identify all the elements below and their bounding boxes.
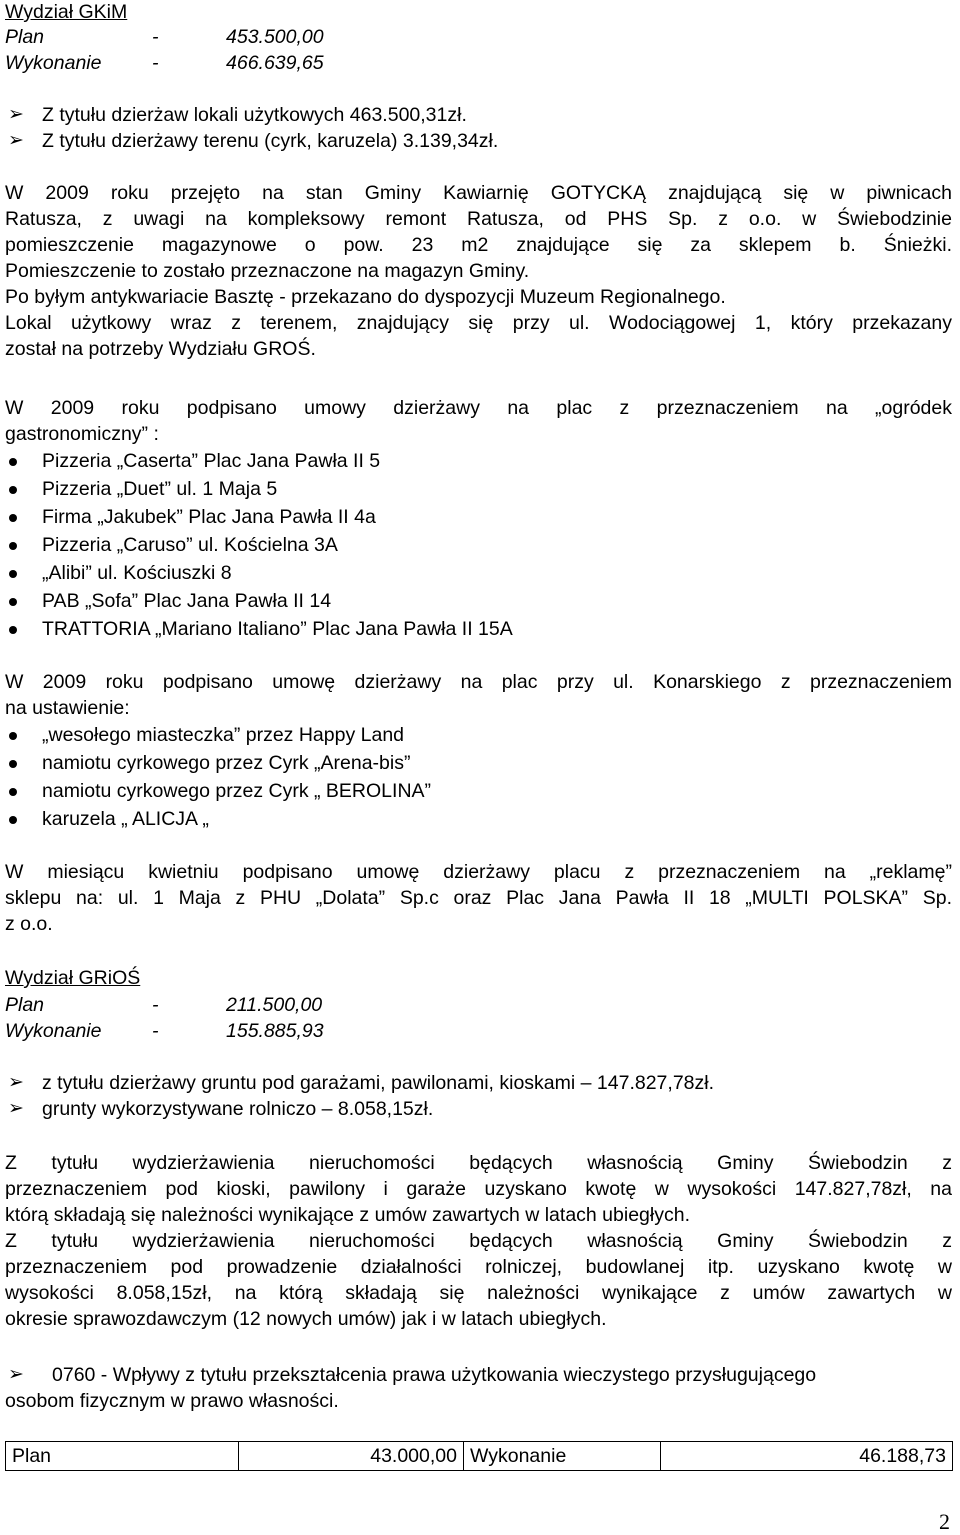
table-row [6, 1442, 953, 1471]
fun-list-item: karuzela „ ALICJA „ [42, 808, 209, 830]
gkim-exec-dash: - [152, 52, 159, 74]
arrow-bullet-icon: ➢ [8, 1072, 24, 1093]
section-0760-line: osobom fizycznym w prawo własności. [5, 1390, 339, 1412]
gastro-list-item: TRATTORIA „Mariano Italiano” Plac Jana Pawła II 15A [42, 618, 513, 640]
page-number: 2 [939, 1509, 950, 1534]
gastro-list-item: Pizzeria „Duet” ul. 1 Maja 5 [42, 478, 278, 500]
round-bullet-icon [9, 816, 17, 824]
gkim-plan-value: 453.500,00 [226, 26, 324, 48]
section-heading-grios: Wydział GRiOŚ [5, 967, 141, 989]
table-plan-value: 43.000,00 [239, 1442, 464, 1471]
round-bullet-icon [9, 514, 17, 522]
round-bullet-icon [9, 732, 17, 740]
fun-list-item: „wesołego miasteczka” przez Happy Land [42, 724, 405, 746]
gastro-list-item: Firma „Jakubek” Plac Jana Pawła II 4a [42, 506, 376, 528]
gkim-exec-value: 466.639,65 [226, 52, 324, 74]
gkim-arrow-item: Z tytułu dzierżawy terenu (cyrk, karuzela) 3.139,34zł. [42, 130, 499, 152]
grios-exec-label: Wykonanie [5, 1020, 102, 1042]
grios-exec-value: 155.885,93 [226, 1020, 324, 1042]
table-plan-label: Plan [6, 1442, 239, 1471]
gkim-paragraph-konarskiego: W 2009 roku podpisano umowę dzierżawy na plac przy ul. Konarskiego z przeznaczeniem na ustawienie: [5, 671, 952, 719]
section-0760-line: 0760 - Wpływy z tytułu przekształcenia prawa użytkowania wieczystego przysługującego [52, 1364, 817, 1386]
round-bullet-icon [9, 788, 17, 796]
round-bullet-icon [9, 458, 17, 466]
round-bullet-icon [9, 598, 17, 606]
table-exec-value: 46.188,73 [661, 1442, 953, 1471]
arrow-bullet-icon: ➢ [8, 1098, 24, 1119]
grios-plan-label: Plan [5, 994, 45, 1016]
round-bullet-icon [9, 570, 17, 578]
gastro-list-item: Pizzeria „Caruso” ul. Kościelna 3A [42, 534, 338, 556]
gkim-exec-label: Wykonanie [5, 52, 102, 74]
arrow-bullet-icon: ➢ [8, 130, 24, 151]
grios-plan-dash: - [152, 994, 159, 1016]
round-bullet-icon [9, 486, 17, 494]
round-bullet-icon [9, 760, 17, 768]
gastro-list-item: Pizzeria „Caserta” Plac Jana Pawła II 5 [42, 450, 381, 472]
gkim-plan-dash: - [152, 26, 159, 48]
grios-paragraph: Z tytułu wydzierżawienia nieruchomości będących własnością Gminy Świebodzin z przeznaczeniem pod kioski, pawilony i garaże uzyskano kwotę w wysokości 147.827,78zł, na którą składają się należności wynikające z umów zawartych w latach ubiegłych. Z tytułu wydzierżawienia nieruchomości będących własnością Gminy Świebodzin z przeznaczeniem pod prowadzenie działalności rolniczej, budowlanej itp. uzyskano kwotę w wysokości 8.058,15zł, na którą składają się należności wynikające z umów zawartych w okresie sprawozdawczym (12 nowych umów) jak i w latach ubiegłych. [5, 1152, 952, 1330]
summary-table [5, 1441, 953, 1471]
gkim-paragraph-advertising: W miesiącu kwietniu podpisano umowę dzierżawy placu z przeznaczeniem na „reklamę” sklepu na: ul. 1 Maja z PHU „Dolata” Sp.c oraz Plac Jana Pawła II 18 „MULTI POLSKA” Sp. z o.o. [5, 861, 952, 935]
arrow-bullet-icon: ➢ [8, 1364, 24, 1385]
round-bullet-icon [9, 626, 17, 634]
grios-exec-dash: - [152, 1020, 159, 1042]
gastro-list-item: PAB „Sofa” Plac Jana Pawła II 14 [42, 590, 332, 612]
fun-list-item: namiotu cyrkowego przez Cyrk „Arena-bis” [42, 752, 411, 774]
grios-arrow-item: z tytułu dzierżawy gruntu pod garażami, pawilonami, kioskami – 147.827,78zł. [42, 1072, 715, 1094]
grios-plan-value: 211.500,00 [226, 994, 323, 1016]
gastro-list-item: „Alibi” ul. Kościuszki 8 [42, 562, 232, 584]
table-exec-label: Wykonanie [464, 1442, 661, 1471]
section-heading-gkim: Wydział GKiM [5, 1, 128, 23]
gkim-plan-label: Plan [5, 26, 45, 48]
gkim-arrow-item: Z tytułu dzierżaw lokali użytkowych 463.500,31zł. [42, 104, 467, 126]
arrow-bullet-icon: ➢ [8, 104, 24, 125]
round-bullet-icon [9, 542, 17, 550]
gkim-paragraph-takeover: W 2009 roku przejęto na stan Gminy Kawiarnię GOTYCKĄ znajdującą się w piwnicach Ratusza, z uwagi na kompleksowy remont Ratusza, od PHS Sp. z o.o. w Świebodzinie pomieszczenie magazynowe o pow. 23 m2 znajdujące się za sklepem b. Śnieżki. Pomieszczenie to zostało przeznaczone na magazyn Gminy. Po byłym antykwariacie Basztę - przekazano do dyspozycji Muzeum Regionalnego. Lokal użytkowy wraz z terenem, znajdujący się przy ul. Wodociągowej 1, który przekazany został na potrzeby Wydziału GROŚ. [5, 182, 952, 360]
gkim-paragraph-gastro: W 2009 roku podpisano umowy dzierżawy na plac z przeznaczeniem na „ogródek gastronomiczny” : [5, 397, 952, 445]
grios-arrow-item: grunty wykorzystywane rolniczo – 8.058,15zł. [42, 1098, 434, 1120]
fun-list-item: namiotu cyrkowego przez Cyrk „ BEROLINA” [42, 780, 432, 802]
